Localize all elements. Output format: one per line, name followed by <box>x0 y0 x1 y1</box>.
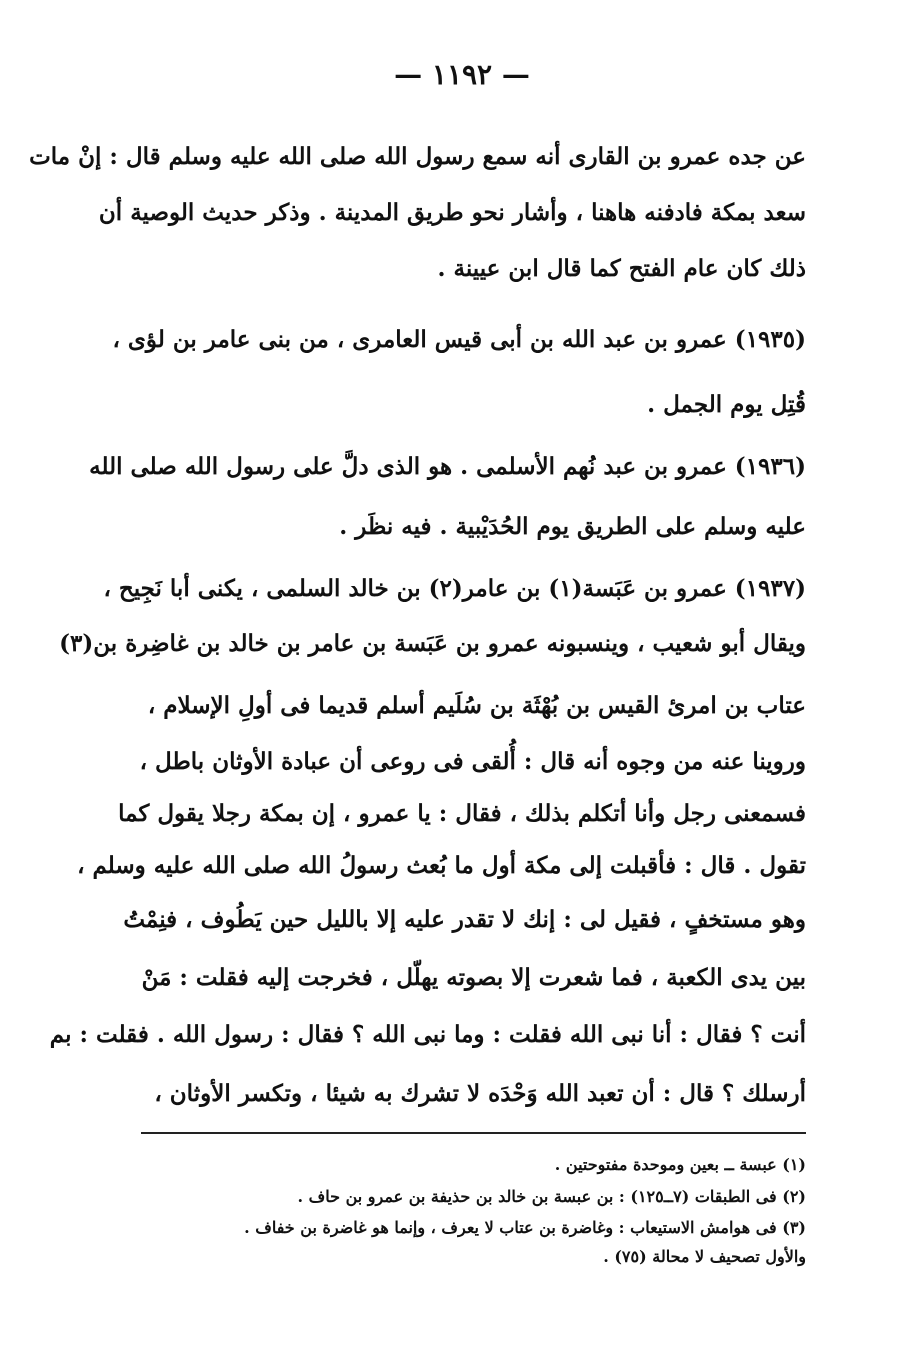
entry-1935-line: (١٩٣٥) عمرو بن عبد الله بن أبى قيس العامرى ، من بنى عامر بن لؤى ، <box>112 326 806 353</box>
entry-1937-line: فسمعنى رجل وأنا أتكلم بذلك ، فقال : يا عمرو ، إن بمكة رجلا يقول كما <box>118 800 806 827</box>
entry-1935-line: قُتِل يوم الجمل . <box>647 391 806 418</box>
entry-1937-line: عتاب بن امرئ القيس بن بُهْثَة بن سُلَيم أسلم قديما فى أولِ الإسلام ، <box>147 692 806 719</box>
entry-1937-line: بين يدى الكعبة ، فما شعرت إلا بصوته يهلّل ، فخرجت إليه فقلت : مَنْ <box>141 964 806 991</box>
entry-1937-line: وهو مستخفٍ ، فقيل لى : إنك لا تقدر عليه إلا بالليل حين يَطُوف ، فنِمْتُ <box>123 906 806 933</box>
entry-1936-line: عليه وسلم على الطريق يوم الحُدَيْبية . فيه نظَر . <box>339 513 806 540</box>
entry-1937-line: وروينا عنه من وجوه أنه قال : أُلقى فى روعى أن عبادة الأوثان باطل ، <box>139 748 806 775</box>
body-line: عن جده عمرو بن القارى أنه سمع رسول الله صلى الله عليه وسلم قال : إنْ مات <box>29 143 806 170</box>
footnote-1: (١) عبسة ــ بعين وموحدة مفتوحتين . <box>554 1155 806 1174</box>
footnote-3: (٣) فى هوامش الاستيعاب : وغاضرة بن عتاب لا يعرف ، وإنما هو غاضرة بن خفاف . <box>244 1218 806 1237</box>
entry-1937-line: (١٩٣٧) عمرو بن عَبَسة(١) بن عامر(٢) بن خالد السلمى ، يكنى أبا نَجِيح ، <box>103 575 806 602</box>
entry-1936-line: (١٩٣٦) عمرو بن عبد نُهم الأسلمى . هو الذى دلَّ على رسول الله صلى الله <box>89 453 806 480</box>
entry-1937-line: أنت ؟ فقال : أنا نبى الله فقلت : وما نبى الله ؟ فقال : رسول الله . فقلت : بم <box>49 1021 806 1048</box>
footnote-2: (٢) فى الطبقات (٧ــ١٢٥) : بن عبسة بن خالد بن حذيفة بن عمرو بن حاف . <box>297 1187 806 1206</box>
entry-1937-line: ويقال أبو شعيب ، وينسبونه عمرو بن عَبَسة بن عامر بن خالد بن غاضِرة بن(٣) <box>59 630 806 657</box>
page-number: — ١١٩٢ — <box>394 58 530 91</box>
entry-1937-line: تقول . قال : فأقبلت إلى مكة أول ما بُعث رسولُ الله صلى الله عليه وسلم ، <box>77 852 806 879</box>
footnote-3-continued: والأول تصحيف لا محالة (٧٥) . <box>603 1247 806 1266</box>
footnote-divider <box>141 1132 806 1134</box>
entry-1937-line: أرسلك ؟ قال : أن تعبد الله وَحْدَه لا تشرك به شيئا ، وتكسر الأوثان ، <box>154 1080 806 1107</box>
body-line: سعد بمكة فادفنه هاهنا ، وأشار نحو طريق المدينة . وذكر حديث الوصية أن <box>98 199 806 226</box>
body-line: ذلك كان عام الفتح كما قال ابن عيينة . <box>437 255 806 282</box>
